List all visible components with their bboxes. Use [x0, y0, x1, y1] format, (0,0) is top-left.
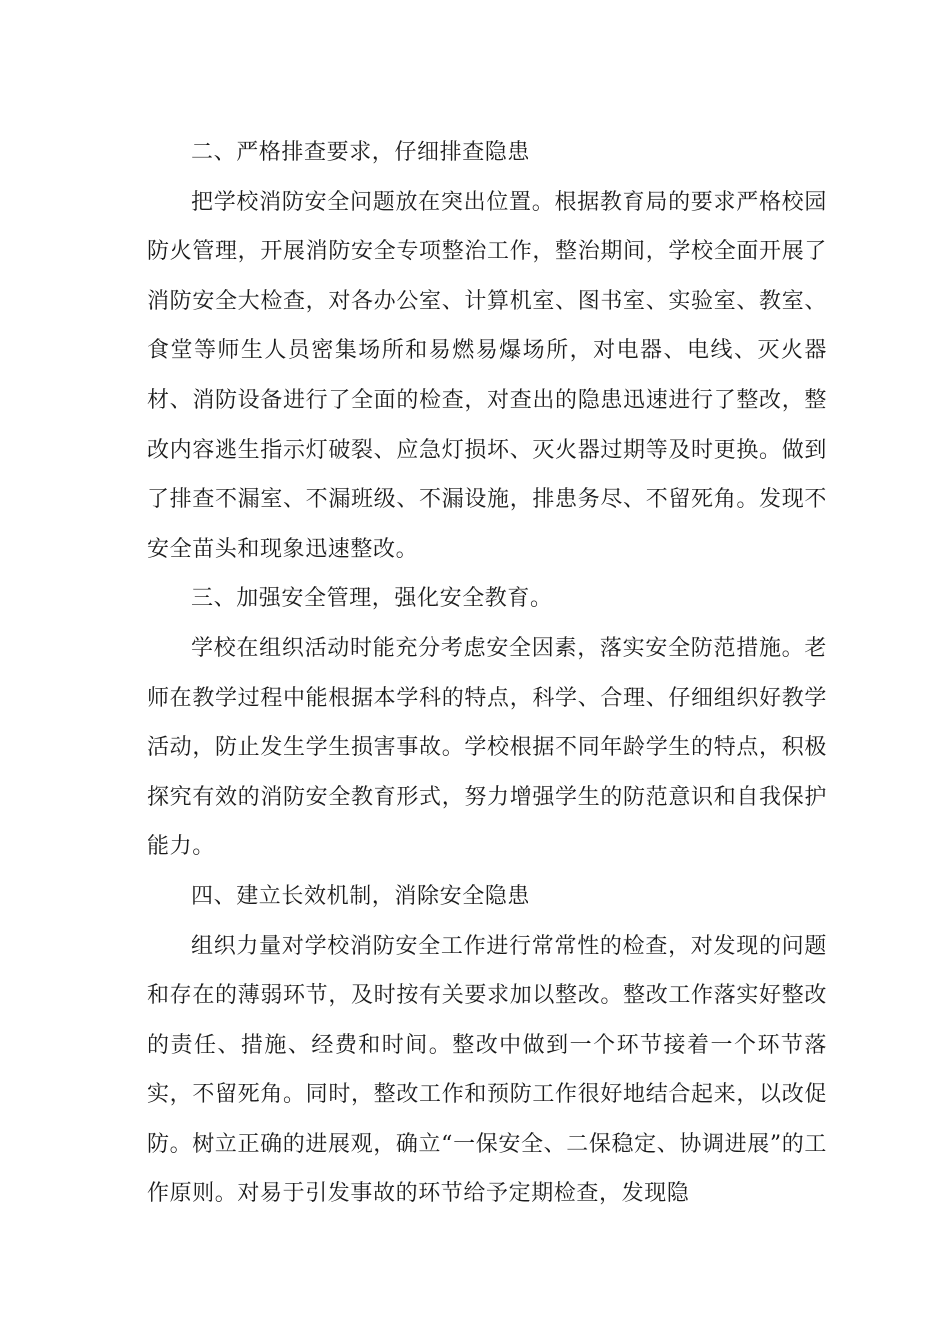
- section-2-paragraph: 把学校消防安全问题放在突出位置。根据教育局的要求严格校园防火管理，开展消防安全专项整治工作，整治期间，学校全面开展了消防安全大检查，对各办公室、计算机室、图书室、实验室、教室、食堂等师生人员密集场所和易燃易爆场所，对电器、电线、灭火器材、消防设备进行了全面的检查，对查出的隐患迅速进行了整改，整改内容逃生指示灯破裂、应急灯损坏、灭火器过期等及时更换。做到了排查不漏室、不漏班级、不漏设施，排患务尽、不留死角。发现不安全苗头和现象迅速整改。: [147, 189, 827, 562]
- section-4-paragraph: 组织力量对学校消防安全工作进行常常性的检查，对发现的问题和存在的薄弱环节，及时按有关要求加以整改。整改工作落实好整改的责任、措施、经费和时间。整改中做到一个环节接着一个环节落实，不留死角。同时，整改工作和预防工作很好地结合起来，以改促防。树立正确的进展观，确立“一保安全、二保稳定、协调进展”的工作原则。对易于引发事故的环节给予定期检查，发现隐: [147, 933, 827, 1207]
- section-3-heading: 三、加强安全管理，强化安全教育。: [191, 586, 553, 612]
- section-4-heading: 四、建立长效机制，消除安全隐患: [191, 883, 531, 909]
- document-body: [147, 128, 827, 1219]
- section-2-heading: 二、严格排查要求，仔细排查隐患: [191, 140, 531, 165]
- section-3-paragraph: 学校在组织活动时能充分考虑安全因素，落实安全防范措施。老师在教学过程中能根据本学科的特点，科学、合理、仔细组织好教学活动，防止发生学生损害事故。学校根据不同年龄学生的特点，积极探究有效的消防安全教育形式，努力增强学生的防范意识和自我保护能力。: [147, 635, 827, 860]
